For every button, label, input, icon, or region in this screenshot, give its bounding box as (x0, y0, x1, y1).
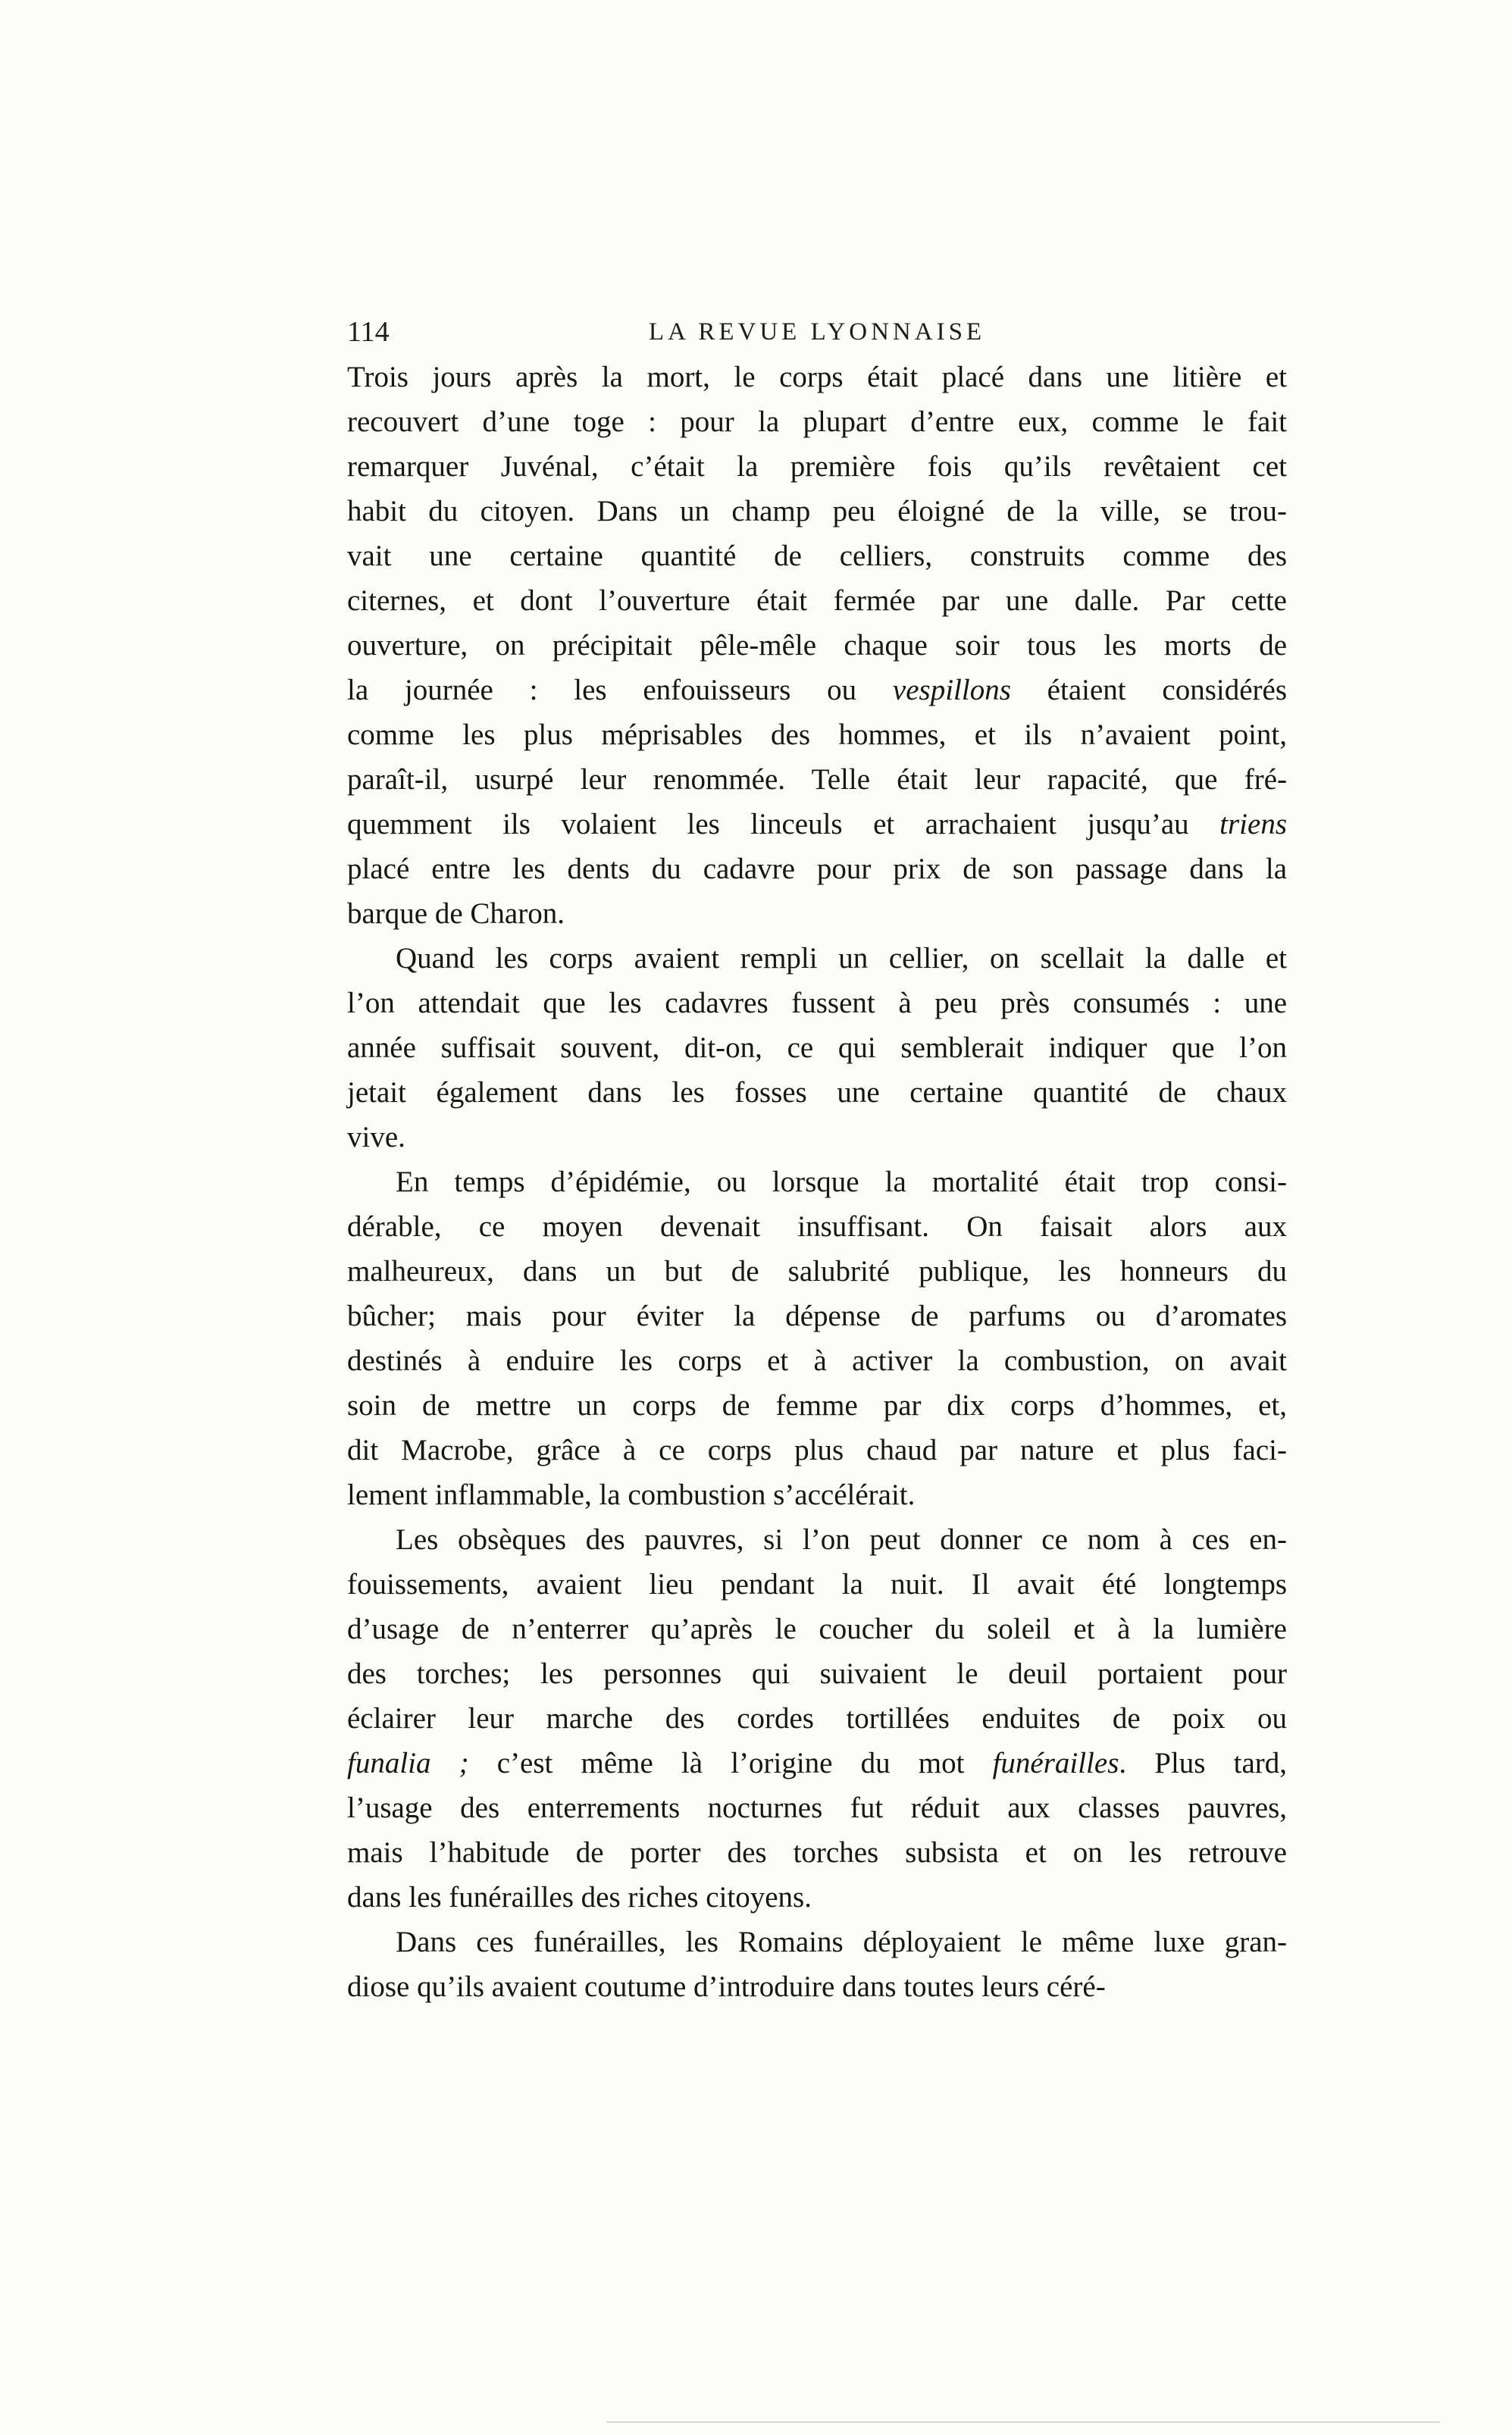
text-line: fouissements, avaient lieu pendant la nuit. Il avait été longtemps (347, 1568, 1287, 1601)
page-header (347, 309, 1287, 355)
text-line: placé entre les dents du cadavre pour prix de son passage dans la (347, 853, 1287, 885)
text-line: citernes, et dont l’ouverture était fermée par une dalle. Par cette (347, 584, 1287, 617)
text-line: destinés à enduire les corps et à activer la combustion, on avait (347, 1344, 1287, 1377)
text-line: éclairer leur marche des cordes tortillées enduites de poix ou (347, 1702, 1287, 1735)
page-number: 114 (347, 316, 390, 348)
italic-term: funalia ; (347, 1747, 469, 1779)
text-line (347, 802, 1287, 847)
text-line (347, 668, 1287, 712)
text-line: vive. (347, 1121, 405, 1153)
text-fragment: quemment ils volaient les linceuls et arrachaient jusqu’au (347, 808, 1220, 840)
text-line: malheureux, dans un but de salubrité publique, les honneurs du (347, 1255, 1287, 1288)
paragraph (347, 1517, 1287, 1920)
text-line: année suffisait souvent, dit-on, ce qui semblerait indiquer que l’on (347, 1031, 1287, 1064)
text-line (347, 1741, 1287, 1786)
text-line: En temps d’épidémie, ou lorsque la mortalité était trop consi- (396, 1166, 1287, 1198)
text-line: remarquer Juvénal, c’était la première fois qu’ils revêtaient cet (347, 450, 1287, 483)
text-line: diose qu’ils avaient coutume d’introduire dans toutes leurs céré- (347, 1970, 1106, 2003)
text-line: l’on attendait que les cadavres fussent à peu près consumés : une (347, 987, 1287, 1019)
text-line: des torches; les personnes qui suivaient le deuil portaient pour (347, 1657, 1287, 1690)
text-fragment: la journée : les enfouisseurs ou (347, 674, 893, 706)
paragraph (347, 936, 1287, 1160)
paragraph (347, 355, 1287, 936)
text-line: barque de Charon. (347, 897, 565, 930)
text-line: habit du citoyen. Dans un champ peu éloigné de la ville, se trou- (347, 495, 1287, 527)
text-line: recouvert d’une toge : pour la plupart d’entre eux, comme le fait (347, 405, 1287, 438)
italic-term: funérailles (992, 1747, 1119, 1779)
text-fragment: c’est même là l’origine du mot (468, 1747, 993, 1779)
paragraph (347, 1920, 1287, 2009)
text-line: d’usage de n’enterrer qu’après le coucher du soleil et à la lumière (347, 1613, 1287, 1645)
text-line: Quand les corps avaient rempli un cellier, on scellait la dalle et (396, 942, 1287, 975)
text-line: dérable, ce moyen devenait insuffisant. On faisait alors aux (347, 1210, 1287, 1243)
text-line: lement inflammable, la combustion s’accélérait. (347, 1479, 916, 1511)
text-line: l’usage des enterrements nocturnes fut réduit aux classes pauvres, (347, 1792, 1287, 1824)
text-fragment: . Plus tard, (1119, 1747, 1287, 1779)
text-fragment: étaient considérés (1010, 674, 1287, 706)
italic-term: triens (1219, 808, 1287, 840)
body-text (347, 355, 1287, 2009)
text-line: jetait également dans les fosses une certaine quantité de chaux (347, 1076, 1287, 1109)
text-line: soin de mettre un corps de femme par dix corps d’hommes, et, (347, 1389, 1287, 1422)
text-line: dans les funérailles des riches citoyens. (347, 1881, 812, 1914)
text-line: Les obsèques des pauvres, si l’on peut donner ce nom à ces en- (396, 1523, 1287, 1556)
text-line: dit Macrobe, grâce à ce corps plus chaud par nature et plus faci- (347, 1434, 1287, 1466)
text-line: Trois jours après la mort, le corps était placé dans une litière et (347, 361, 1287, 393)
text-line: comme les plus méprisables des hommes, et ils n’avaient point, (347, 718, 1287, 751)
text-line: vait une certaine quantité de celliers, construits comme des (347, 540, 1287, 572)
text-line: ouverture, on précipitait pêle-mêle chaque soir tous les morts de (347, 629, 1287, 662)
text-line: Dans ces funérailles, les Romains déployaient le même luxe gran- (396, 1926, 1287, 1958)
bottom-rule (606, 2421, 1440, 2423)
italic-term: vespillons (892, 674, 1011, 706)
running-title: LA REVUE LYONNAISE (648, 318, 986, 346)
text-line: paraît-il, usurpé leur renommée. Telle était leur rapacité, que fré- (347, 763, 1287, 796)
text-line: bûcher; mais pour éviter la dépense de parfums ou d’aromates (347, 1300, 1287, 1332)
paragraph (347, 1160, 1287, 1517)
text-line: mais l’habitude de porter des torches subsista et on les retrouve (347, 1836, 1287, 1869)
